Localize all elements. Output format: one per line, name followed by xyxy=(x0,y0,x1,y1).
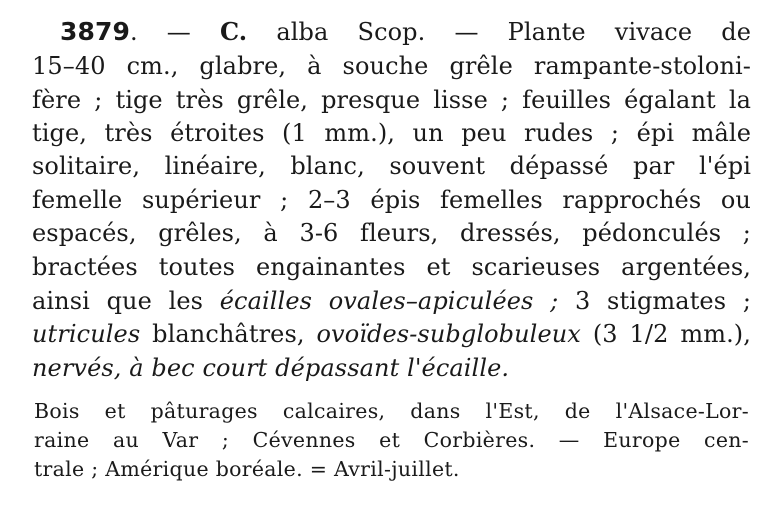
italic-text-run: écailles ovales–apiculées ; xyxy=(219,287,559,315)
habitat-line: trale ; Amérique boréale. = Avril-juillet. xyxy=(34,457,460,481)
description-line-10 xyxy=(32,318,751,350)
italic-text-run: utricules xyxy=(32,320,141,348)
text-run: 3 stigmates ; xyxy=(558,287,752,315)
entry-separator: . — xyxy=(129,18,221,46)
description-line: solitaire, linéaire, blanc, souvent dépassé par l'épi xyxy=(32,152,751,180)
description-line: espacés, grêles, à 3-6 fleurs, dressés, pédonculés ; xyxy=(32,219,751,247)
habitat-line: raine au Var ; Cévennes et Corbières. — Europe cen- xyxy=(34,428,749,452)
description-line: tige, très étroites (1 mm.), un peu rudes ; épi mâle xyxy=(32,119,751,147)
habitat-line: Bois et pâturages calcaires, dans l'Est, de l'Alsace-Lor- xyxy=(34,399,749,423)
entry-heading-line xyxy=(60,16,751,48)
entry-description-start: — Plante vivace de xyxy=(425,18,752,46)
italic-text-run: ovoïdes-subglobuleux xyxy=(316,320,581,348)
description-line: fère ; tige très grêle, presque lisse ; feuilles égalant la xyxy=(32,86,751,114)
entry-author: Scop. xyxy=(357,18,426,46)
text-run: (3 1/2 mm.), xyxy=(580,320,751,348)
description-line-9 xyxy=(32,285,751,317)
description-line: femelle supérieur ; 2–3 épis femelles rapprochés ou xyxy=(32,186,751,214)
description-line: bractées toutes engainantes et scarieuses argentées, xyxy=(32,253,751,281)
entry-number: 3879 xyxy=(60,17,130,46)
entry-species: alba xyxy=(247,18,358,46)
description-line-11: nervés, à bec court dépassant l'écaille. xyxy=(32,354,510,382)
description-line: 15–40 cm., glabre, à souche grêle rampante-stoloni- xyxy=(32,52,751,80)
text-run: blanchâtres, xyxy=(140,320,317,348)
text-run: ainsi que les xyxy=(32,287,220,315)
entry-genus: C. xyxy=(220,17,248,46)
